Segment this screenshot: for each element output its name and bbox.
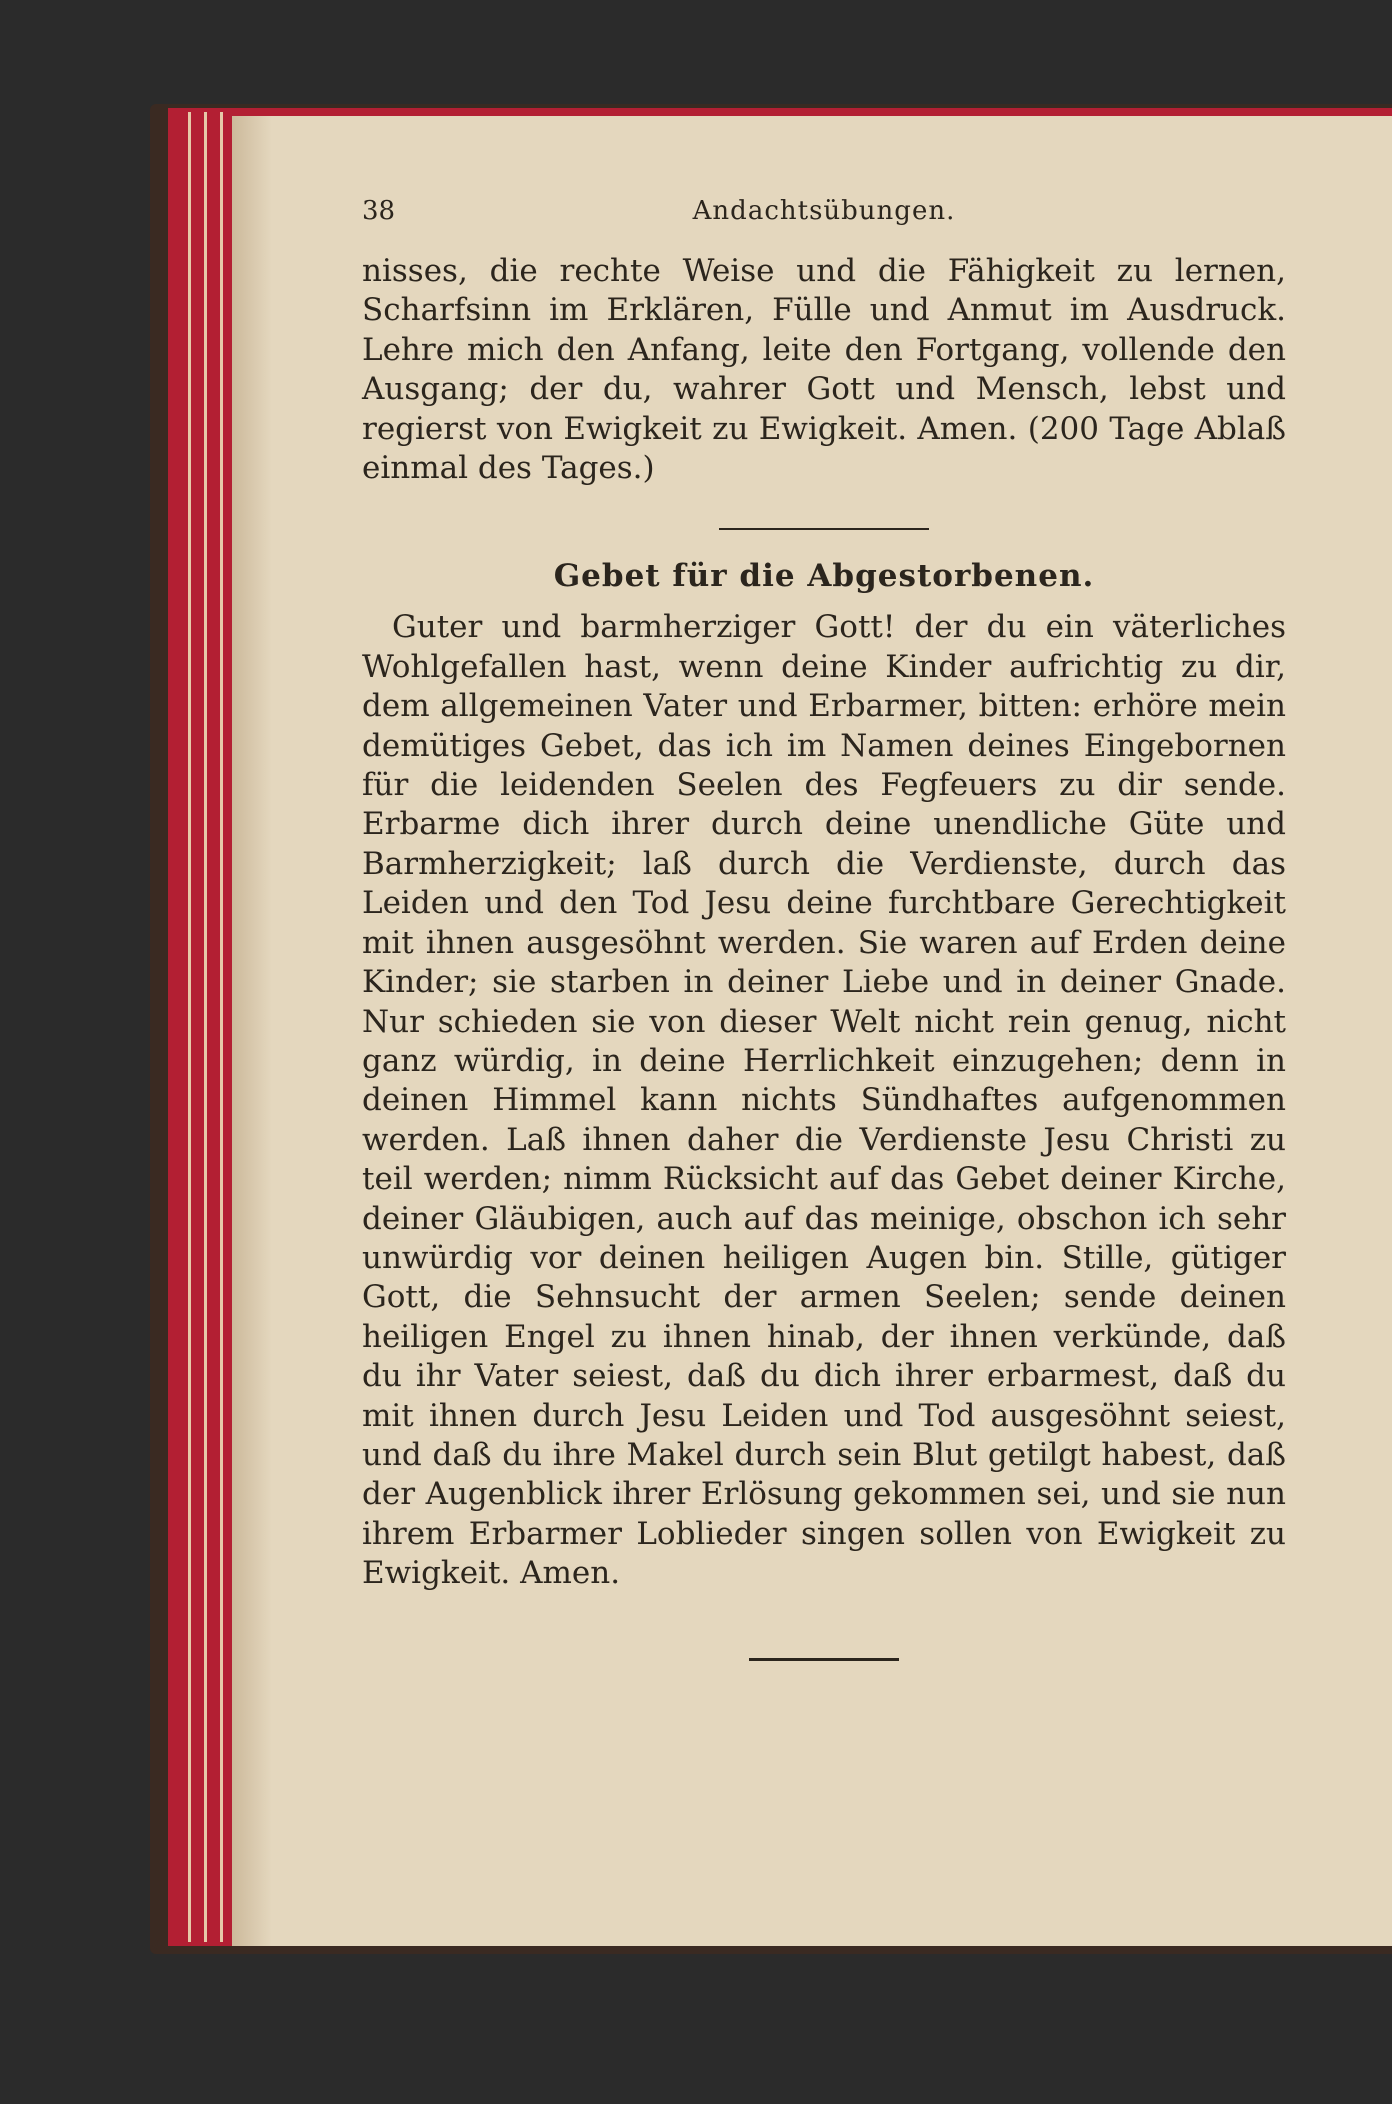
page-edge-line [188, 112, 191, 1942]
section-divider [719, 528, 929, 530]
page-text [362, 196, 1286, 1661]
intro-paragraph: nisses, die rechte Weise und die Fähigkeit zu lernen, Scharfsinn im Erklären, Fülle und Anmut im Ausdruck. Lehre mich den Anfang, leite den Fortgang, vollende den Ausgang; der du, wahrer Gott und Mensch, lebst und regierst von Ewigkeit zu Ewigkeit. Amen. (200 Tage Ablaß einmal des Tages.) [362, 253, 1286, 487]
page-number: 38 [362, 196, 396, 226]
page-edge-line [204, 112, 207, 1942]
prayer-title: Gebet für die Abgestorbenen. [553, 558, 1095, 595]
prayer-body: Guter und barmherziger Gott! der du ein väterliches Wohlgefallen hast, wenn deine Kinder aufrichtig zu dir, dem allgemeinen Vater und Erbarmer, bitten: erhöre mein demütiges Gebet, das ich im Namen deines Eingebornen für die leidenden Seelen des Fegfeuers zu dir sende. Erbarme dich ihrer durch deine unendliche Güte und Barmherzigkeit; laß durch die Verdienste, durch das Leiden und den Tod Jesu deine furchtbare Gerechtigkeit mit ihnen ausgesöhnt werden. Sie waren auf Erden deine Kinder; sie starben in deiner Liebe und in deiner Gnade. Nur schieden sie von dieser Welt nicht rein genug, nicht ganz würdig, in deine Herrlichkeit einzugehen; denn in deinen Himmel kann nichts Sündhaftes aufgenommen werden. Laß ihnen daher die Verdienste Jesu Christi zu teil werden; nimm Rücksicht auf das Gebet deiner Kirche, deiner Gläubigen, auch auf das meinige, obschon ich sehr unwürdig vor deinen heiligen Augen bin. Stille, gütiger Gott, die Sehnsucht der armen Seelen; sende deinen heiligen Engel zu ihnen hinab, der ihnen verkünde, daß du ihr Vater seiest, daß du dich ihrer erbarmest, daß du mit ihnen durch Jesu Leiden und Tod ausgesöhnt seiest, und daß du ihre Makel durch sein Blut getilgt habest, daß der Augenblick ihrer Erlösung gekommen sei, und sie nun ihrem Erbarmer Loblieder singen sollen von Ewigkeit zu Ewigkeit. Amen. [362, 609, 1286, 1592]
end-divider [749, 1658, 899, 1661]
page-header [362, 196, 1286, 252]
running-title: Andachtsübungen. [692, 196, 956, 226]
page-edge-line [220, 112, 223, 1942]
